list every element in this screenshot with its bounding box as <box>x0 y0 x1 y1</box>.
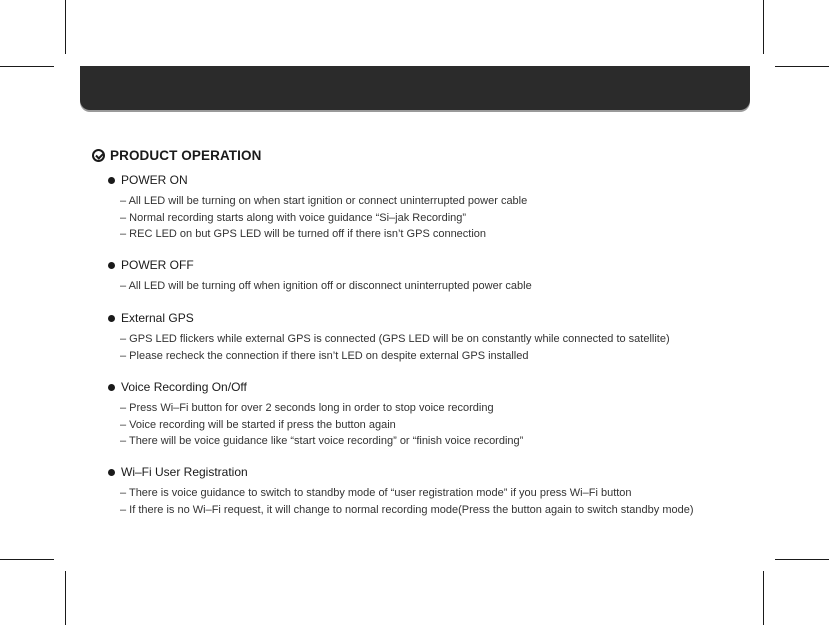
circle-check-icon <box>92 149 105 162</box>
section-heading-text: Voice Recording On/Off <box>121 380 247 394</box>
section-lines <box>108 278 532 295</box>
section-voice-recording <box>108 379 523 450</box>
crop-mark <box>775 559 829 560</box>
section-heading-text: POWER OFF <box>121 258 194 272</box>
section-external-gps <box>108 310 670 364</box>
list-item: – There is voice guidance to switch to standby mode of “user registration mode” if you press Wi–Fi button <box>120 487 632 499</box>
page-title-text: PRODUCT OPERATION <box>110 147 262 163</box>
section-heading <box>108 172 527 188</box>
list-item: – Normal recording starts along with voice guidance “Si–jak Recording” <box>120 211 467 224</box>
crop-mark <box>763 571 764 625</box>
bullet-icon <box>108 262 115 269</box>
crop-mark <box>763 0 764 54</box>
section-lines <box>108 485 694 518</box>
section-heading <box>108 310 670 326</box>
bullet-icon <box>108 384 115 391</box>
list-item: – Please recheck the connection if there isn’t LED on despite external GPS installed <box>120 349 529 362</box>
crop-mark <box>775 66 829 67</box>
bullet-icon <box>108 177 115 184</box>
product-operation-content <box>92 146 742 516</box>
list-item: – REC LED on but GPS LED will be turned off if there isn’t GPS connection <box>120 228 487 240</box>
section-lines <box>108 193 527 243</box>
section-lines <box>108 331 670 364</box>
section-lines <box>108 400 523 450</box>
section-power-on <box>108 172 527 243</box>
section-heading-text: Wi–Fi User Registration <box>121 465 248 479</box>
bullet-icon <box>108 469 115 476</box>
crop-mark <box>65 571 66 625</box>
list-item: – There will be voice guidance like “start voice recording” or “finish voice recording” <box>120 435 524 447</box>
section-heading-text: External GPS <box>121 311 194 325</box>
section-wifi-registration <box>108 464 694 518</box>
section-heading <box>108 257 532 273</box>
list-item: – Voice recording will be started if press the button again <box>120 418 396 431</box>
section-heading <box>108 464 694 480</box>
list-item: – Press Wi–Fi button for over 2 seconds long in order to stop voice recording <box>120 402 494 414</box>
page-title <box>92 146 742 164</box>
crop-mark <box>0 559 54 560</box>
list-item: – All LED will be turning off when ignition off or disconnect uninterrupted power cable <box>120 280 532 292</box>
section-power-off <box>108 257 532 295</box>
list-item: – All LED will be turning on when start ignition or connect uninterrupted power cable <box>120 195 528 207</box>
crop-mark <box>0 66 54 67</box>
list-item: – GPS LED flickers while external GPS is connected (GPS LED will be on constantly while connected to satellite) <box>120 333 670 345</box>
crop-mark <box>65 0 66 54</box>
header-bar <box>80 66 750 110</box>
section-heading <box>108 379 523 395</box>
section-heading-text: POWER ON <box>121 173 188 187</box>
list-item: – If there is no Wi–Fi request, it will change to normal recording mode(Press the button again to switch standby mode) <box>120 503 694 516</box>
bullet-icon <box>108 315 115 322</box>
